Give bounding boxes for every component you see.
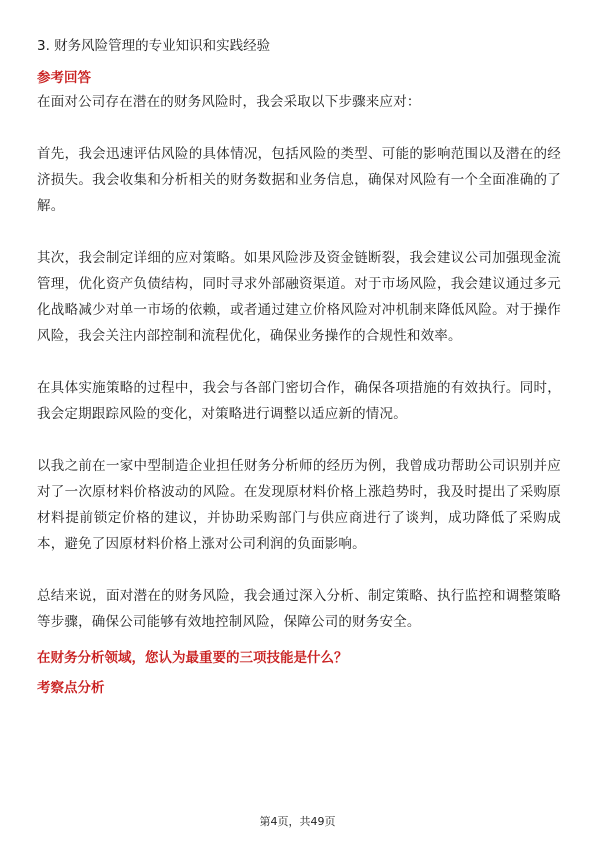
question-heading: 3. 财务风险管理的专业知识和实践经验: [37, 38, 271, 54]
intro-paragraph: 在面对公司存在潜在的财务风险时，我会采取以下步骤来应对：: [37, 94, 421, 110]
next-question-heading: 在财务分析领域，您认为最重要的三项技能是什么？: [37, 650, 348, 666]
paragraph-summary: 总结来说，面对潜在的财务风险，我会通过深入分析、制定策略、执行监控和调整策略等步骤，确保公司能够有效地控制风险，保障公司的财务安全。: [37, 588, 561, 630]
analysis-label: 考察点分析: [37, 680, 105, 696]
paragraph-implementation: 在具体实施策略的过程中，我会与各部门密切合作，确保各项措施的有效执行。同时，我会定期跟踪风险的变化，对策略进行调整以适应新的情况。: [37, 380, 561, 422]
paragraph-strategy: 其次，我会制定详细的应对策略。如果风险涉及资金链断裂，我会建议公司加强现金流管理，优化资产负债结构，同时寻求外部融资渠道。对于市场风险，我会建议通过多元化战略减少对单一市场的依赖，或者通过建立价格风险对冲机制来降低风险。对于操作风险，我会关注内部控制和流程优化，确保业务操作的合规性和效率。: [37, 250, 561, 344]
reference-answer-label: 参考回答: [37, 70, 91, 86]
paragraph-example: 以我之前在一家中型制造企业担任财务分析师的经历为例，我曾成功帮助公司识别并应对了一次原材料价格波动的风险。在发现原材料价格上涨趋势时，我及时提出了采购原材料提前锁定价格的建议，并协助采购部门与供应商进行了谈判，成功降低了采购成本，避免了因原材料价格上涨对公司利润的负面影响。: [37, 458, 561, 552]
page-content: [37, 35, 561, 699]
paragraph-first-step: 首先，我会迅速评估风险的具体情况，包括风险的类型、可能的影响范围以及潜在的经济损失。我会收集和分析相关的财务数据和业务信息，确保对风险有一个全面准确的了解。: [37, 146, 561, 214]
page-footer: 第4页，共49页: [259, 815, 336, 828]
